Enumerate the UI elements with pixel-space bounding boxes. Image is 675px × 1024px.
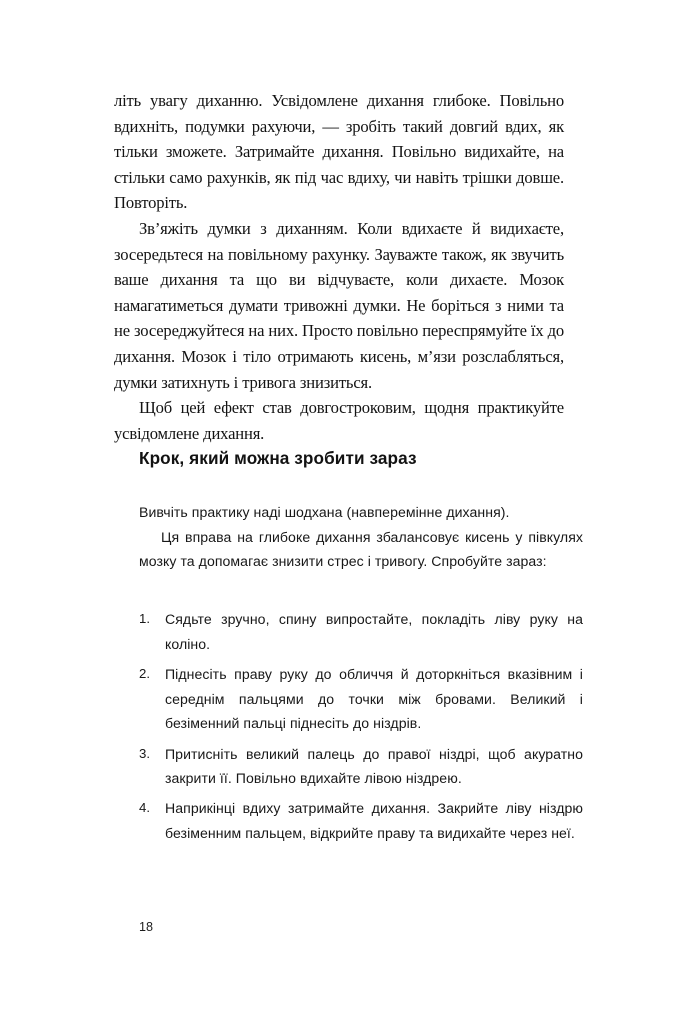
- list-item-number: 3.: [139, 745, 151, 761]
- exercise-step-list: [139, 607, 583, 851]
- exercise-intro: Вивчіть практику наді шодхана (навперемінне дихання).: [139, 504, 510, 520]
- list-item-text: Піднесіть праву руку до обличчя й доторкніться вказівним і середнім пальцями до точки між бровами. Великий і безіменний пальці піднесіть до ніздрів.: [165, 665, 583, 732]
- page-number: 18: [139, 920, 154, 934]
- body-text-block: [114, 88, 564, 446]
- list-item: [139, 607, 583, 656]
- paragraph-long-term-effect: Щоб цей ефект став довгостроковим, щодня практикуйте усвідомлене дихання.: [114, 398, 564, 443]
- list-item-number: 2.: [139, 665, 151, 681]
- list-item-number: 4.: [139, 800, 151, 816]
- list-item-text: Притисніть великий палець до правої ніздрі, щоб акуратно закрити її. Повільно вдихайте лівою ніздрею.: [165, 745, 583, 787]
- paragraph-breath-thoughts: Зв’яжіть думки з диханням. Коли вдихаєте й видихаєте, зосередьтеся на повільному рахунку. Зауважте також, як звучить ваше дихання та що ви відчуваєте, коли дихаєте. Мозок намагатиметься думати тривожні думки. Не боріться з ними та не зосереджуйтеся на них. Просто повільно переспрямуйте їх до дихання. Мозок і тіло отримають кисень, м’язи розслабляться, думки затихнуть і тривога знизиться.: [114, 218, 564, 392]
- list-item-text: Наприкінці вдиху затримайте дихання. Закрийте ліву ніздрю безіменним пальцем, відкрийте праву та видихайте через неї.: [165, 800, 583, 842]
- list-item: [139, 796, 583, 845]
- list-item-text: Сядьте зручно, спину випростайте, покладіть ліву руку на коліно.: [165, 611, 583, 652]
- list-item-number: 1.: [139, 611, 151, 626]
- list-item: [139, 742, 583, 791]
- exercise-section: [139, 447, 583, 574]
- exercise-description: Ця вправа на глибоке дихання збалансовує кисень у півкулях мозку та допомагає знизити стрес і тривогу. Спробуйте зараз:: [139, 528, 583, 570]
- paragraph-continuation: літь увагу диханню. Усвідомлене дихання глибоке. Повільно вдихніть, подумки рахуючи, — зробіть такий довгий вдих, як тільки зможете. Затримайте дихання. Повільно видихайте, на стільки само рахунків, як під час вдиху, чи навіть трішки довше. Повторіть.: [114, 91, 564, 213]
- exercise-heading: Крок, який можна зробити зараз: [139, 448, 417, 468]
- list-item: [139, 662, 583, 736]
